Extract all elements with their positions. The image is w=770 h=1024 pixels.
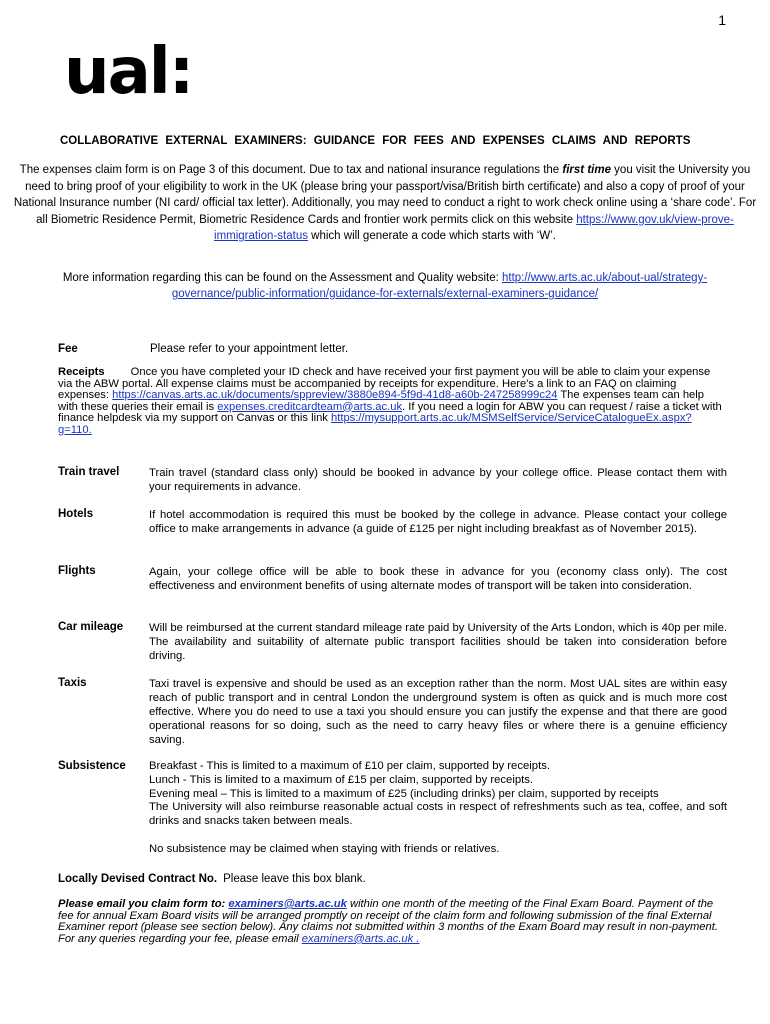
mysupport-link[interactable]: https://mysupport.arts.ac.uk/MSMSelfService/ServiceCatalogueEx.aspx?g=110. — [58, 412, 692, 436]
intro-text-1: The expenses claim form is on Page 3 of this document. Due to tax and national insurance regulations the — [19, 164, 563, 176]
train-travel-label: Train travel — [58, 466, 120, 478]
examiners-email-link[interactable]: examiners@arts.ac.uk — [228, 898, 347, 910]
receipts-text-2: The expenses team can help with these queries their email is — [58, 389, 704, 413]
flights-label: Flights — [58, 565, 96, 577]
ual-logo: ual: — [64, 35, 193, 109]
taxis-section — [58, 677, 728, 747]
hotels-section — [58, 508, 728, 536]
train-travel-section — [58, 466, 728, 494]
examiners-email-link-2[interactable]: examiners@arts.ac.uk . — [301, 932, 420, 945]
expenses-email-link[interactable]: expenses.creditcardteam@arts.ac.uk — [217, 400, 403, 413]
car-mileage-text: Will be reimbursed at the current standard mileage rate paid by University of the Arts London, which is 40p per mile. The availability and suitability of alternate public transport facilities should be taken into consideration before driving. — [149, 622, 727, 662]
subsistence-label: Subsistence — [58, 760, 126, 772]
subsistence-lunch: Lunch - This is limited to a maximum of £15 per claim, supported by receipts. — [149, 773, 534, 786]
page-number: 1 — [718, 12, 726, 28]
intro-text-3: which will generate a code which starts with ‘W’. — [307, 230, 556, 242]
intro-paragraph — [8, 162, 762, 245]
document-title: COLLABORATIVE EXTERNAL EXAMINERS: GUIDANCE FOR FEES AND EXPENSES CLAIMS AND REPORTS — [60, 135, 691, 147]
intro-text-2: you visit the University you need to bring proof of your eligibility to work in the UK (please bring your passport/visa/British birth certificate) and also a copy of proof of your National Insurance number (NI card/ official tax letter). Additionally, you may need to conduct a right to work check online using a ‘share code’. For all Biometric Residence Permit, Biometric Residence Cards and frontier work permits click on this website — [13, 164, 757, 226]
more-info-paragraph — [30, 270, 740, 302]
flights-text: Again, your college office will be able to book these in advance for you (economy class only). The cost effectiveness and environment benefits of using alternate modes of transport will be taken into consideration. — [149, 566, 727, 592]
train-travel-text: Train travel (standard class only) should be booked in advance by your college office. Please contact them with your requirements in advance. — [149, 467, 727, 493]
locally-devised-text: Please leave this box blank. — [223, 873, 366, 885]
more-info-text: More information regarding this can be found on the Assessment and Quality website: — [62, 272, 502, 284]
receipts-text-1: Once you have completed your ID check and have received your first payment you will be able to claim your expense via the ABW portal. All expense claims must be accompanied by receipts for expenditure. Here's a link to an FAQ on claiming expenses: — [58, 366, 711, 401]
fee-text: Please refer to your appointment letter. — [150, 343, 349, 355]
intro-emphasis: first time — [562, 164, 611, 176]
receipts-section — [58, 367, 724, 436]
taxis-text: Taxi travel is expensive and should be used as an exception rather than the norm. Most UAL sites are within easy reach of public transport and in central London the underground system is often as quick and is much more cost effective. Where you do need to use a taxi you should ensure you can justify the expense and that there are good operational reasons for so doing, such as the need to carry heavy files or where there is a genuine efficiency saving. — [149, 678, 727, 746]
subsistence-details — [149, 760, 727, 857]
email-claim-note — [58, 899, 718, 945]
fee-section — [58, 343, 718, 355]
taxis-label: Taxis — [58, 677, 87, 689]
subsistence-no-claim: No subsistence may be claimed when staying with friends or relatives. — [149, 842, 500, 855]
subsistence-evening: Evening meal – This is limited to a maximum of £25 (including drinks) per claim, supported by receipts — [149, 787, 659, 800]
receipts-text-3: . If you need a login for ABW you can request / raise a ticket with finance helpdesk via my support on Canvas or this link — [58, 400, 722, 424]
email-note-lead: Please email you claim form to: — [58, 898, 229, 910]
email-note-text: within one month of the meeting of the Final Exam Board. Payment of the fee for annual Exam Board visits will be arranged promptly on receipt of the claim form and following submission of the final External Examiner report (please see section below). Any claims not submitted within 3 months of the Exam Board may result in non-payment. For any queries regarding your fee, please email — [58, 898, 718, 945]
car-mileage-label: Car mileage — [58, 621, 124, 633]
receipts-label: Receipts — [58, 366, 105, 378]
locally-devised-label: Locally Devised Contract No. — [58, 873, 218, 885]
locally-devised-contract — [58, 873, 366, 885]
external-examiners-guidance-link[interactable]: http://www.arts.ac.uk/about-ual/strategy-governance/public-information/guidance-for-externals/external-examiners-guidance/ — [171, 272, 708, 300]
subsistence-refreshments: The University will also reimburse reasonable actual costs in respect of refreshments such as tea, coffee, and soft drinks and snacks taken between meals. — [149, 801, 727, 828]
expenses-faq-link[interactable]: https://canvas.arts.ac.uk/documents/sppreview/3880e894-5f9d-41d8-a60b-247258999c24 — [112, 389, 558, 401]
hotels-text: If hotel accommodation is required this must be booked by the college in advance. Please contact your college office to make arrangements in advance (a guide of £125 per night including breakfast as of November 2015). — [149, 509, 727, 535]
subsistence-breakfast: Breakfast - This is limited to a maximum of £10 per claim, supported by receipts. — [149, 760, 550, 772]
car-mileage-section — [58, 621, 728, 663]
immigration-status-link[interactable]: https://www.gov.uk/view-prove-immigration-status — [214, 213, 734, 242]
fee-label: Fee — [58, 343, 78, 355]
flights-section — [58, 565, 728, 593]
hotels-label: Hotels — [58, 508, 94, 520]
subsistence-section — [58, 760, 728, 857]
